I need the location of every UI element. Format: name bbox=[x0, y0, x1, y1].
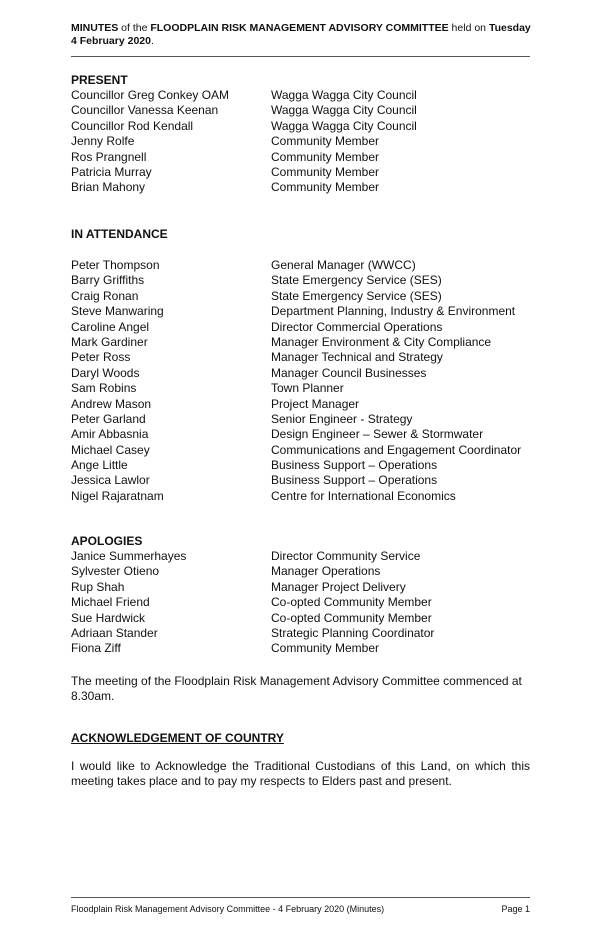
member-name: Adriaan Stander bbox=[71, 625, 158, 640]
member-row bbox=[71, 335, 531, 350]
member-name: Brian Mahony bbox=[71, 180, 146, 195]
member-row bbox=[71, 381, 531, 396]
member-row bbox=[71, 180, 531, 195]
present-heading: PRESENT bbox=[71, 73, 128, 87]
member-name: Councillor Rod Kendall bbox=[71, 118, 194, 133]
member-role: Manager Technical and Strategy bbox=[271, 350, 443, 365]
member-role: Senior Engineer - Strategy bbox=[271, 411, 413, 426]
member-row bbox=[71, 397, 531, 412]
member-role: State Emergency Service (SES) bbox=[271, 273, 442, 288]
member-role: Business Support – Operations bbox=[271, 473, 438, 488]
member-name: Michael Casey bbox=[71, 442, 150, 457]
member-role: Director Commercial Operations bbox=[271, 319, 443, 334]
member-name: Andrew Mason bbox=[71, 396, 152, 411]
member-role: Community Member bbox=[271, 164, 380, 179]
member-name: Jessica Lawlor bbox=[71, 473, 150, 488]
member-row bbox=[71, 150, 531, 165]
member-row bbox=[71, 626, 531, 641]
header-period: . bbox=[150, 35, 154, 47]
member-row bbox=[71, 304, 531, 319]
member-role: Community Member bbox=[271, 149, 380, 164]
member-row bbox=[71, 273, 531, 288]
member-role: Business Support – Operations bbox=[271, 458, 438, 473]
member-row bbox=[71, 595, 531, 610]
member-role: Community Member bbox=[271, 180, 380, 195]
member-row bbox=[71, 580, 531, 595]
footer-divider bbox=[71, 897, 530, 898]
member-name: Fiona Ziff bbox=[71, 641, 121, 656]
member-role: Wagga Wagga City Council bbox=[271, 103, 417, 118]
member-name: Ros Prangnell bbox=[71, 149, 147, 164]
page-number: Page 1 bbox=[501, 904, 530, 914]
member-row bbox=[71, 641, 531, 656]
member-row bbox=[71, 564, 531, 579]
member-name: Sam Robins bbox=[71, 381, 137, 396]
member-name: Amir Abbasnia bbox=[71, 427, 149, 442]
member-role: Manager Council Businesses bbox=[271, 365, 427, 380]
member-role: Manager Project Delivery bbox=[271, 579, 406, 594]
attendance-heading: IN ATTENDANCE bbox=[71, 227, 168, 241]
member-name: Peter Thompson bbox=[71, 258, 160, 272]
member-name: Ange Little bbox=[71, 458, 128, 473]
member-role: State Emergency Service (SES) bbox=[271, 288, 442, 303]
member-name: Caroline Angel bbox=[71, 319, 150, 334]
member-role: Director Community Service bbox=[271, 549, 421, 563]
member-role: Co-opted Community Member bbox=[271, 595, 432, 610]
apologies-list bbox=[71, 549, 531, 657]
member-name: Nigel Rajaratnam bbox=[71, 488, 164, 503]
member-row bbox=[71, 258, 531, 273]
member-row bbox=[71, 611, 531, 626]
member-row bbox=[71, 165, 531, 180]
attendance-section bbox=[71, 227, 531, 504]
member-row bbox=[71, 443, 531, 458]
member-name: Sue Hardwick bbox=[71, 610, 146, 625]
member-name: Peter Ross bbox=[71, 350, 131, 365]
member-name: Rup Shah bbox=[71, 579, 125, 594]
member-role: Manager Environment & City Compliance bbox=[271, 334, 492, 349]
member-name: Jenny Rolfe bbox=[71, 134, 135, 149]
header-of-the: of the bbox=[118, 22, 151, 34]
page-footer bbox=[71, 904, 530, 914]
member-name: Barry Griffiths bbox=[71, 273, 145, 288]
member-row bbox=[71, 289, 531, 304]
meeting-date: Tuesday 4 February 2020 bbox=[71, 22, 531, 47]
member-row bbox=[71, 549, 531, 564]
member-role: Community Member bbox=[271, 134, 380, 149]
member-role: General Manager (WWCC) bbox=[271, 258, 416, 272]
committee-name: FLOODPLAIN RISK MANAGEMENT ADVISORY COMMITTEE bbox=[150, 22, 449, 34]
member-row bbox=[71, 458, 531, 473]
member-row bbox=[71, 350, 531, 365]
member-name: Patricia Murray bbox=[71, 164, 152, 179]
member-row bbox=[71, 88, 531, 103]
member-name: Craig Ronan bbox=[71, 288, 139, 303]
member-name: Daryl Woods bbox=[71, 365, 140, 380]
header-divider bbox=[71, 56, 530, 57]
member-name: Councillor Greg Conkey OAM bbox=[71, 88, 230, 102]
member-role: Communications and Engagement Coordinator bbox=[271, 442, 522, 457]
header-held-on: held on bbox=[448, 22, 489, 34]
member-name: Sylvester Otieno bbox=[71, 564, 160, 579]
member-role: Co-opted Community Member bbox=[271, 610, 432, 625]
member-row bbox=[71, 473, 531, 488]
member-role: Project Manager bbox=[271, 396, 360, 411]
member-role: Town Planner bbox=[271, 381, 344, 396]
member-row bbox=[71, 427, 531, 442]
present-section bbox=[71, 73, 531, 196]
acknowledgement-heading: ACKNOWLEDGEMENT OF COUNTRY bbox=[71, 731, 284, 745]
member-row bbox=[71, 103, 531, 118]
member-row bbox=[71, 489, 531, 504]
minutes-label: MINUTES bbox=[71, 22, 119, 34]
member-role: Design Engineer – Sewer & Stormwater bbox=[271, 427, 484, 442]
member-row bbox=[71, 134, 531, 149]
member-name: Mark Gardiner bbox=[71, 334, 148, 349]
attendance-list bbox=[71, 258, 531, 504]
member-role: Wagga Wagga City Council bbox=[271, 88, 417, 102]
member-row bbox=[71, 320, 531, 335]
member-role: Department Planning, Industry & Environment bbox=[271, 304, 516, 319]
member-role: Community Member bbox=[271, 641, 380, 656]
member-row bbox=[71, 366, 531, 381]
member-name: Janice Summerhayes bbox=[71, 549, 187, 563]
present-list bbox=[71, 88, 531, 196]
member-role: Strategic Planning Coordinator bbox=[271, 625, 435, 640]
member-role: Centre for International Economics bbox=[271, 488, 456, 503]
apologies-section bbox=[71, 534, 531, 657]
acknowledgement-text: I would like to Acknowledge the Traditional Custodians of this Land, on which this meeting takes place and to pay my respects to Elders past and present. bbox=[71, 759, 530, 789]
meeting-commenced: The meeting of the Floodplain Risk Management Advisory Committee commenced at 8.30am. bbox=[71, 674, 522, 704]
member-name: Steve Manwaring bbox=[71, 304, 164, 319]
member-name: Peter Garland bbox=[71, 411, 146, 426]
member-row bbox=[71, 119, 531, 134]
member-name: Michael Friend bbox=[71, 595, 150, 610]
member-role: Wagga Wagga City Council bbox=[271, 118, 417, 133]
footer-title: Floodplain Risk Management Advisory Committee - 4 February 2020 (Minutes) bbox=[71, 904, 385, 914]
member-role: Manager Operations bbox=[271, 564, 381, 579]
member-row bbox=[71, 412, 531, 427]
apologies-heading: APOLOGIES bbox=[71, 534, 143, 548]
member-name: Councillor Vanessa Keenan bbox=[71, 103, 219, 118]
page-header bbox=[71, 22, 531, 48]
